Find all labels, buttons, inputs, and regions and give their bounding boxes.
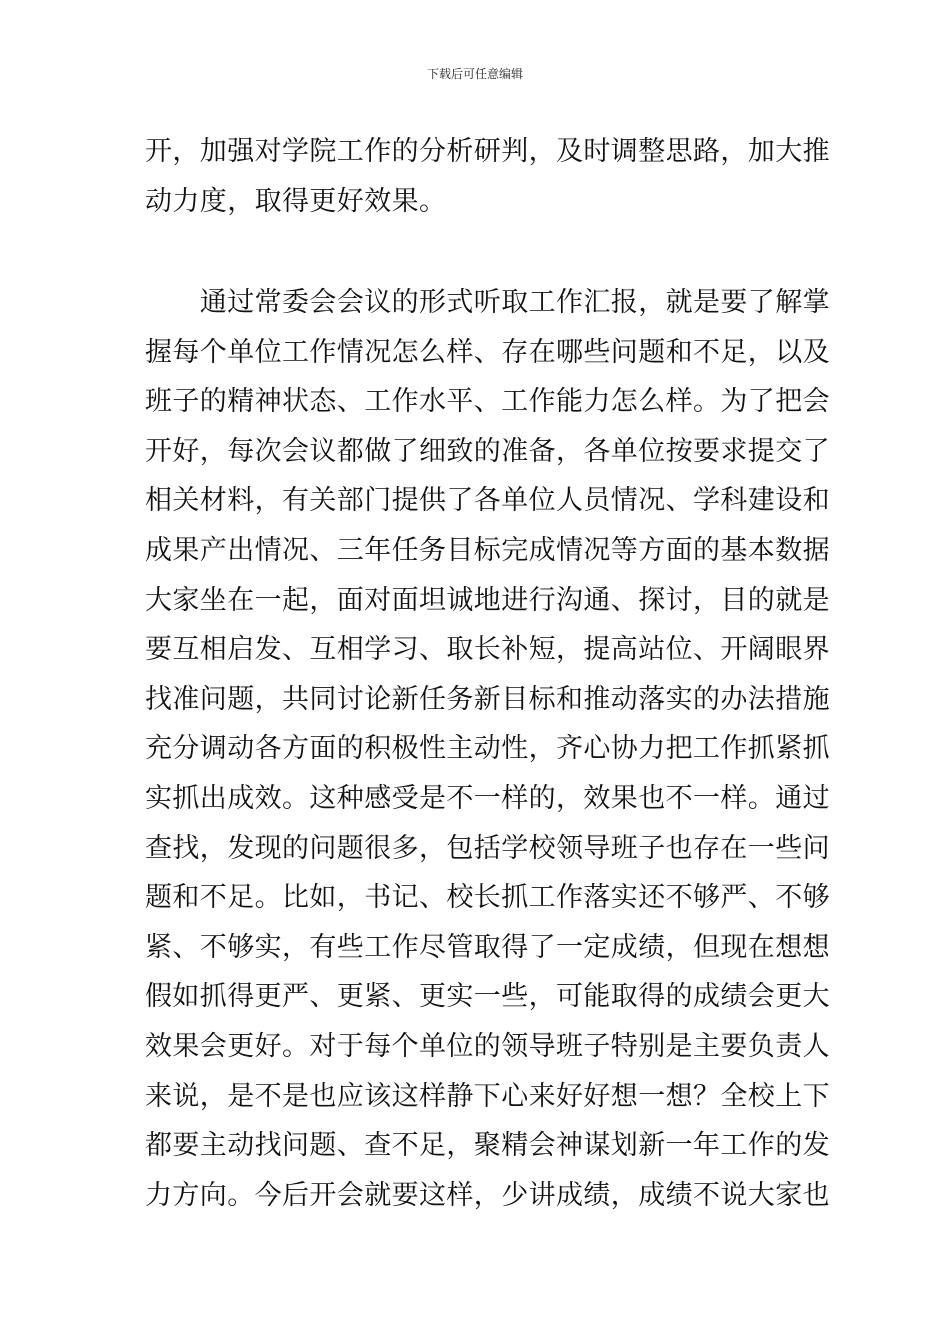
page-header: 下载后可任意编辑: [426, 67, 523, 81]
text-line: 力方向。今后开会就要这样，少讲成绩，成绩不说大家也: [145, 1179, 830, 1211]
text-line: 成果产出情况、三年任务目标完成情况等方面的基本数据: [145, 534, 830, 566]
text-line: 来说，是不是也应该这样静下心来好好想一想？全校上下: [145, 1080, 830, 1112]
text-line: 充分调动各方面的积极性主动性，齐心协力把工作抓紧抓: [145, 733, 830, 765]
text-line: 假如抓得更严、更紧、更实一些，可能取得的成绩会更大: [145, 981, 830, 1013]
paragraph-1: [145, 127, 830, 226]
text-line: 班子的精神状态、工作水平、工作能力怎么样。为了把会: [145, 386, 830, 418]
text-line: 实抓出成效。这种感受是不一样的，效果也不一样。通过: [145, 782, 830, 814]
text-line: 要互相启发、互相学习、取长补短，提高站位、开阔眼界: [145, 634, 830, 666]
text-line: 紧、不够实，有些工作尽管取得了一定成绩，但现在想想: [145, 931, 830, 963]
text-line: 相关材料，有关部门提供了各单位人员情况、学科建设和: [145, 485, 830, 517]
text-line: 大家坐在一起，面对面坦诚地进行沟通、探讨，目的就是: [145, 584, 830, 616]
text-line: 握每个单位工作情况怎么样、存在哪些问题和不足，以及: [145, 336, 830, 368]
text-line: 查找，发现的问题很多，包括学校领导班子也存在一些问: [145, 832, 830, 864]
text-line: 动力度，取得更好效果。: [145, 185, 447, 217]
paragraph-2: [145, 278, 830, 1220]
text-line: 通过常委会会议的形式听取工作汇报，就是要了解掌: [145, 287, 830, 318]
text-line: 开，加强对学院工作的分析研判，及时调整思路，加大推: [145, 136, 830, 167]
text-line: 都要主动找问题、查不足，聚精会神谋划新一年工作的发: [145, 1130, 830, 1162]
text-line: 题和不足。比如，书记、校长抓工作落实还不够严、不够: [145, 882, 830, 914]
text-line: 效果会更好。对于每个单位的领导班子特别是主要负责人: [145, 1030, 830, 1062]
text-line: 开好，每次会议都做了细致的准备，各单位按要求提交了: [145, 435, 830, 467]
text-line: 找准问题，共同讨论新任务新目标和推动落实的办法措施: [145, 683, 830, 715]
